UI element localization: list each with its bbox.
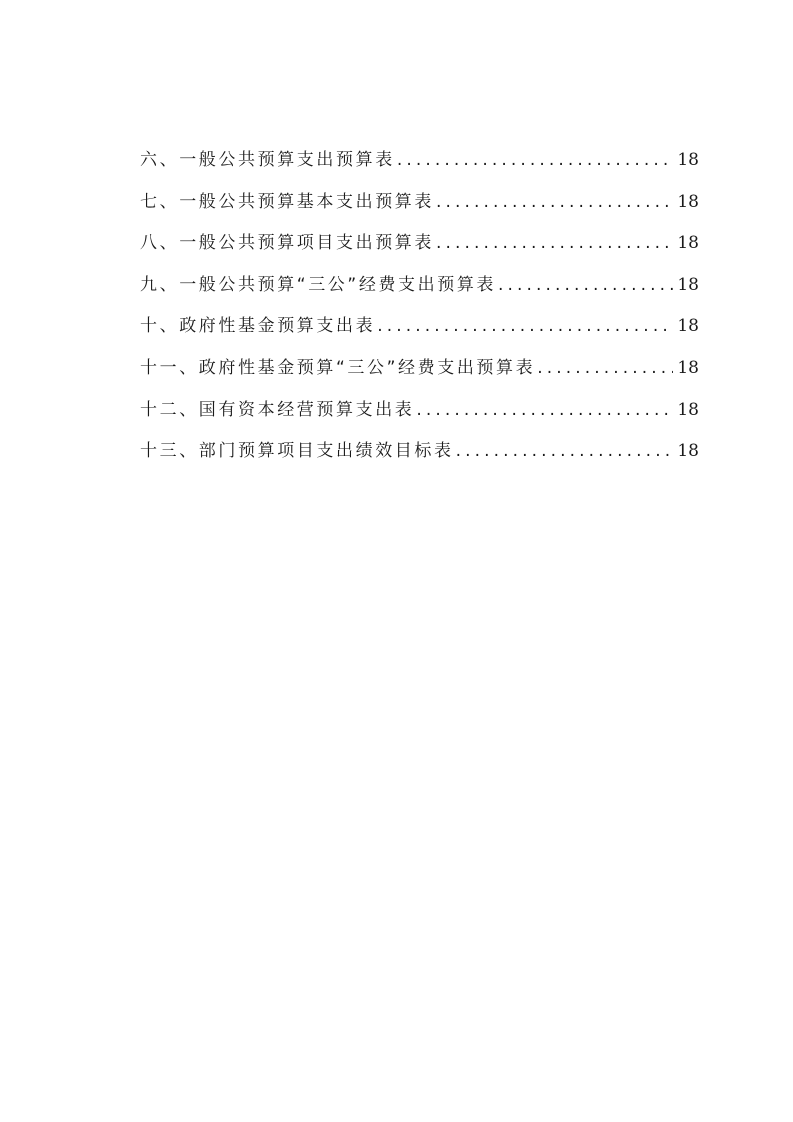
toc-entry-page: 18	[677, 150, 699, 170]
toc-entry[interactable]	[140, 439, 699, 481]
toc-dot-leader	[498, 273, 673, 297]
table-of-contents	[140, 148, 699, 481]
toc-entry[interactable]	[140, 231, 699, 273]
toc-dot-leader	[456, 439, 674, 463]
toc-entry[interactable]	[140, 314, 699, 356]
toc-entry-page: 18	[677, 274, 699, 295]
toc-dot-leader	[436, 190, 673, 214]
toc-entry-title: 十一、政府性基金预算“三公”经费支出预算表	[140, 357, 536, 378]
toc-entry[interactable]	[140, 273, 699, 315]
toc-dot-leader	[436, 231, 673, 255]
toc-entry-title: 九、一般公共预算“三公”经费支出预算表	[140, 274, 497, 295]
toc-entry[interactable]	[140, 190, 699, 232]
toc-dot-leader	[537, 356, 673, 380]
toc-entry-title: 六、一般公共预算支出预算表	[140, 150, 395, 170]
toc-entry-page: 18	[677, 441, 699, 462]
toc-dot-leader	[377, 314, 673, 338]
toc-entry-page: 18	[677, 191, 699, 212]
toc-entry[interactable]	[140, 398, 699, 440]
toc-entry-page: 18	[677, 357, 699, 378]
toc-entry-title: 十三、部门预算项目支出绩效目标表	[140, 441, 454, 462]
toc-entry-page: 18	[677, 399, 699, 420]
toc-entry-title: 十二、国有资本经营预算支出表	[140, 399, 415, 420]
toc-entry-page: 18	[677, 233, 699, 254]
toc-entry-title: 七、一般公共预算基本支出预算表	[140, 191, 434, 212]
toc-entry[interactable]	[140, 356, 699, 398]
toc-dot-leader	[397, 148, 674, 172]
toc-entry[interactable]	[140, 148, 699, 190]
toc-entry-title: 八、一般公共预算项目支出预算表	[140, 233, 434, 254]
toc-dot-leader	[416, 398, 673, 422]
toc-entry-title: 十、政府性基金预算支出表	[140, 316, 376, 337]
toc-entry-page: 18	[677, 316, 699, 337]
